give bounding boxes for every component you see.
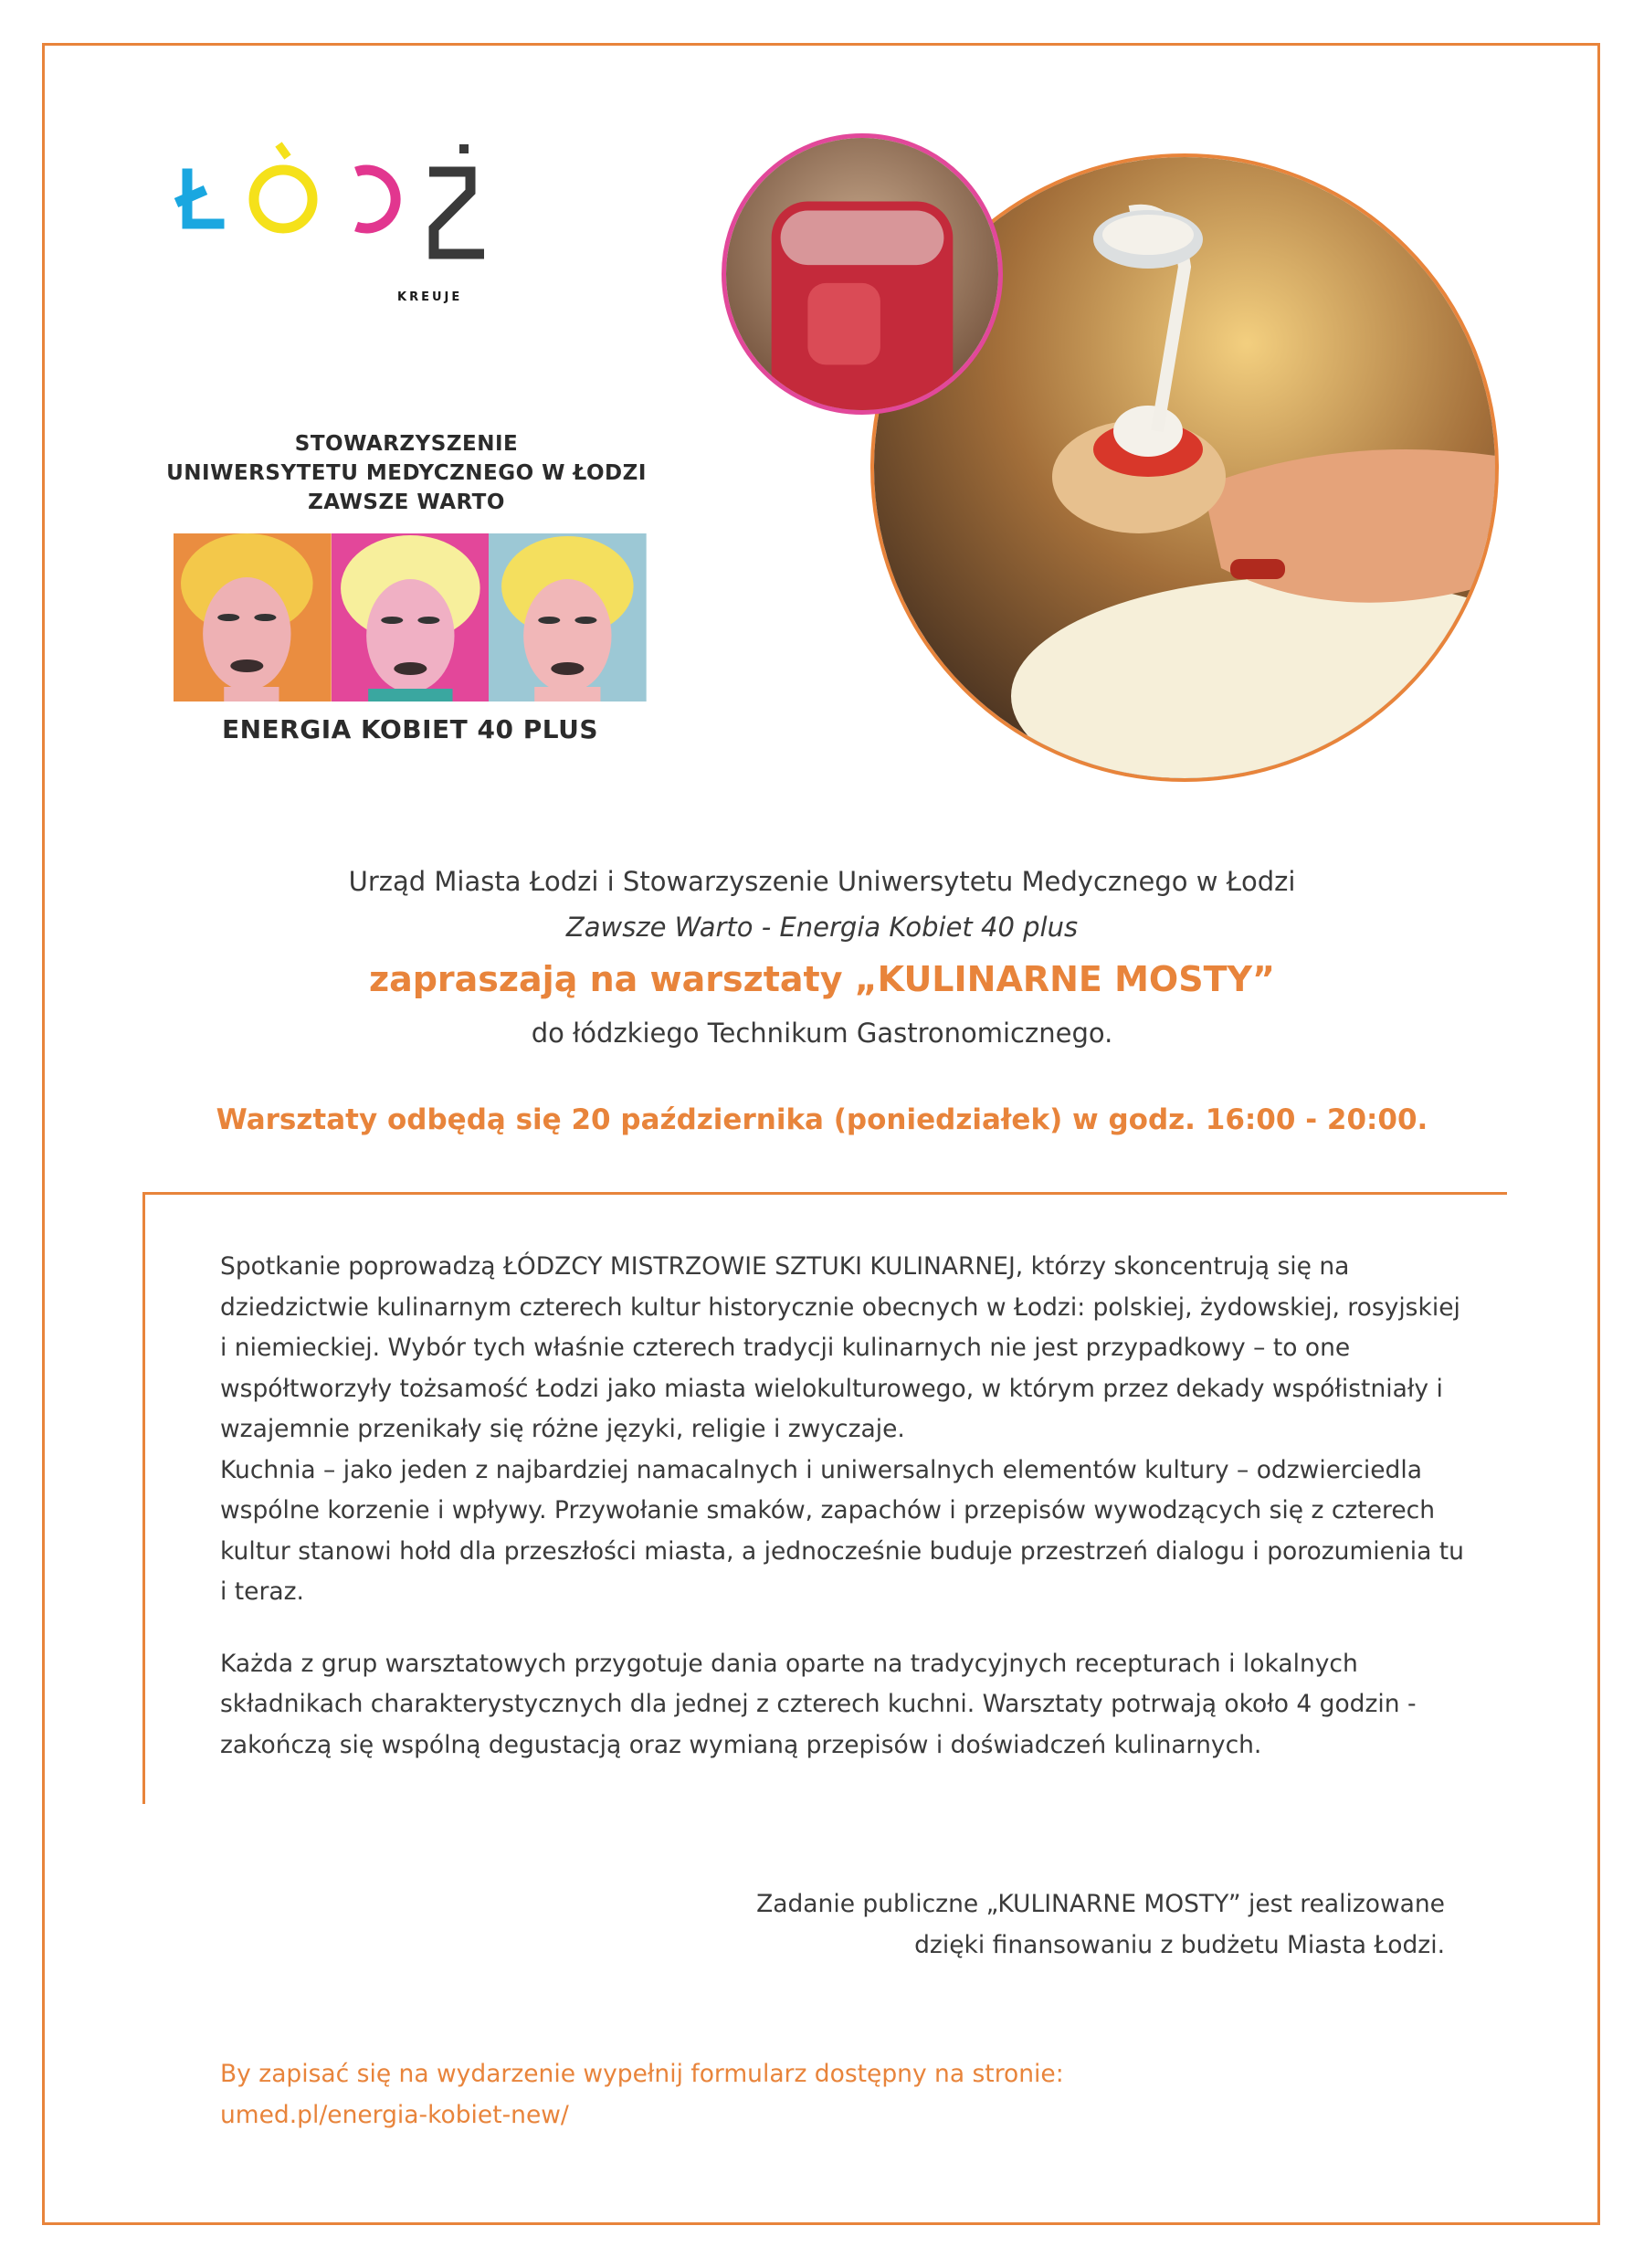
lodz-city-logo	[169, 137, 498, 311]
description-paragraph-3: Każda z grup warsztatowych przygotuje dania oparte na tradycyjnych recepturach i lokalnych składnikach charakterystycznych dla jednej z czterech kuchni. Warsztaty potrwają około 4 godzin - zakończą się wspólną degustacją oraz wymianą przepisów i doświadczeń kulinarnych.	[220, 1649, 1417, 1759]
venue: do łódzkiego Technikum Gastronomicznego.	[531, 1018, 1113, 1049]
funding-note	[756, 1883, 1445, 1966]
association-line-1: STOWARZYSZENIE	[294, 432, 519, 456]
description-paragraph-1: Spotkanie poprowadzą ŁÓDZCY MISTRZOWIE SZTUKI KULINARNEJ, którzy skoncentrują się na dziedzictwie kulinarnym czterech kultur historycznie obecnych w Łodzi: polskiej, żydowskiej, rosyjskiej i niemieckiej. Wybór tych właśnie czterech tradycji kulinarnych nie jest przypadkowy – to one współtworzyły tożsamość Łodzi jako miasta wielokulturowego, w którym przez dekady współistniały i wzajemnie przenikały się różne języki, religie i zwyczaje.	[220, 1252, 1460, 1443]
program-name: ENERGIA KOBIET 40 PLUS	[221, 714, 599, 744]
signup-text: By zapisać się na wydarzenie wypełnij formularz dostępny na stronie:	[220, 2060, 1064, 2088]
association-line-3: ZAWSZE WARTO	[308, 491, 505, 514]
food-photo-small	[722, 133, 1003, 415]
headline: zapraszają na warsztaty „KULINARNE MOSTY”	[368, 959, 1276, 999]
signup-link[interactable]: umed.pl/energia-kobiet-new/	[220, 2101, 569, 2129]
association-line-2: UNIWERSYTETU MEDYCZNEGO W ŁODZI	[166, 461, 647, 485]
organizers-subtitle: Zawsze Warto - Energia Kobiet 40 plus	[565, 912, 1079, 943]
funding-line-2: dzięki finansowaniu z budżetu Miasta Łodzi.	[914, 1931, 1445, 1959]
bracket-rule-left	[142, 1192, 145, 1804]
bracket-rule-top	[142, 1192, 1507, 1195]
description-paragraph-2: Kuchnia – jako jeden z najbardziej namacalnych i uniwersalnych elementów kultury – odzwierciedla wspólne korzenie i wpływy. Przywołanie smaków, zapachów i przepisów wywodzących się z czterech kultur stanowi hołd dla przeszłości miasta, a jednocześnie buduje przestrzeń dialogu i porozumienia tu i teraz.	[220, 1455, 1464, 1606]
description	[220, 1247, 1471, 1797]
portrait-blue	[489, 533, 647, 701]
pop-art-portraits	[174, 533, 647, 701]
funding-line-1: Zadanie publiczne „KULINARNE MOSTY” jest realizowane	[756, 1890, 1445, 1918]
signup-info	[220, 2053, 1064, 2136]
logo-tagline: KREUJE	[397, 290, 463, 304]
organizers: Urząd Miasta Łodzi i Stowarzyszenie Uniwersytetu Medycznego w Łodzi	[348, 866, 1296, 897]
date-line: Warsztaty odbędą się 20 października (poniedziałek) w godz. 16:00 - 20:00.	[216, 1103, 1428, 1136]
portrait-orange	[174, 533, 332, 701]
association-name	[164, 429, 648, 517]
portrait-pink	[332, 533, 490, 701]
